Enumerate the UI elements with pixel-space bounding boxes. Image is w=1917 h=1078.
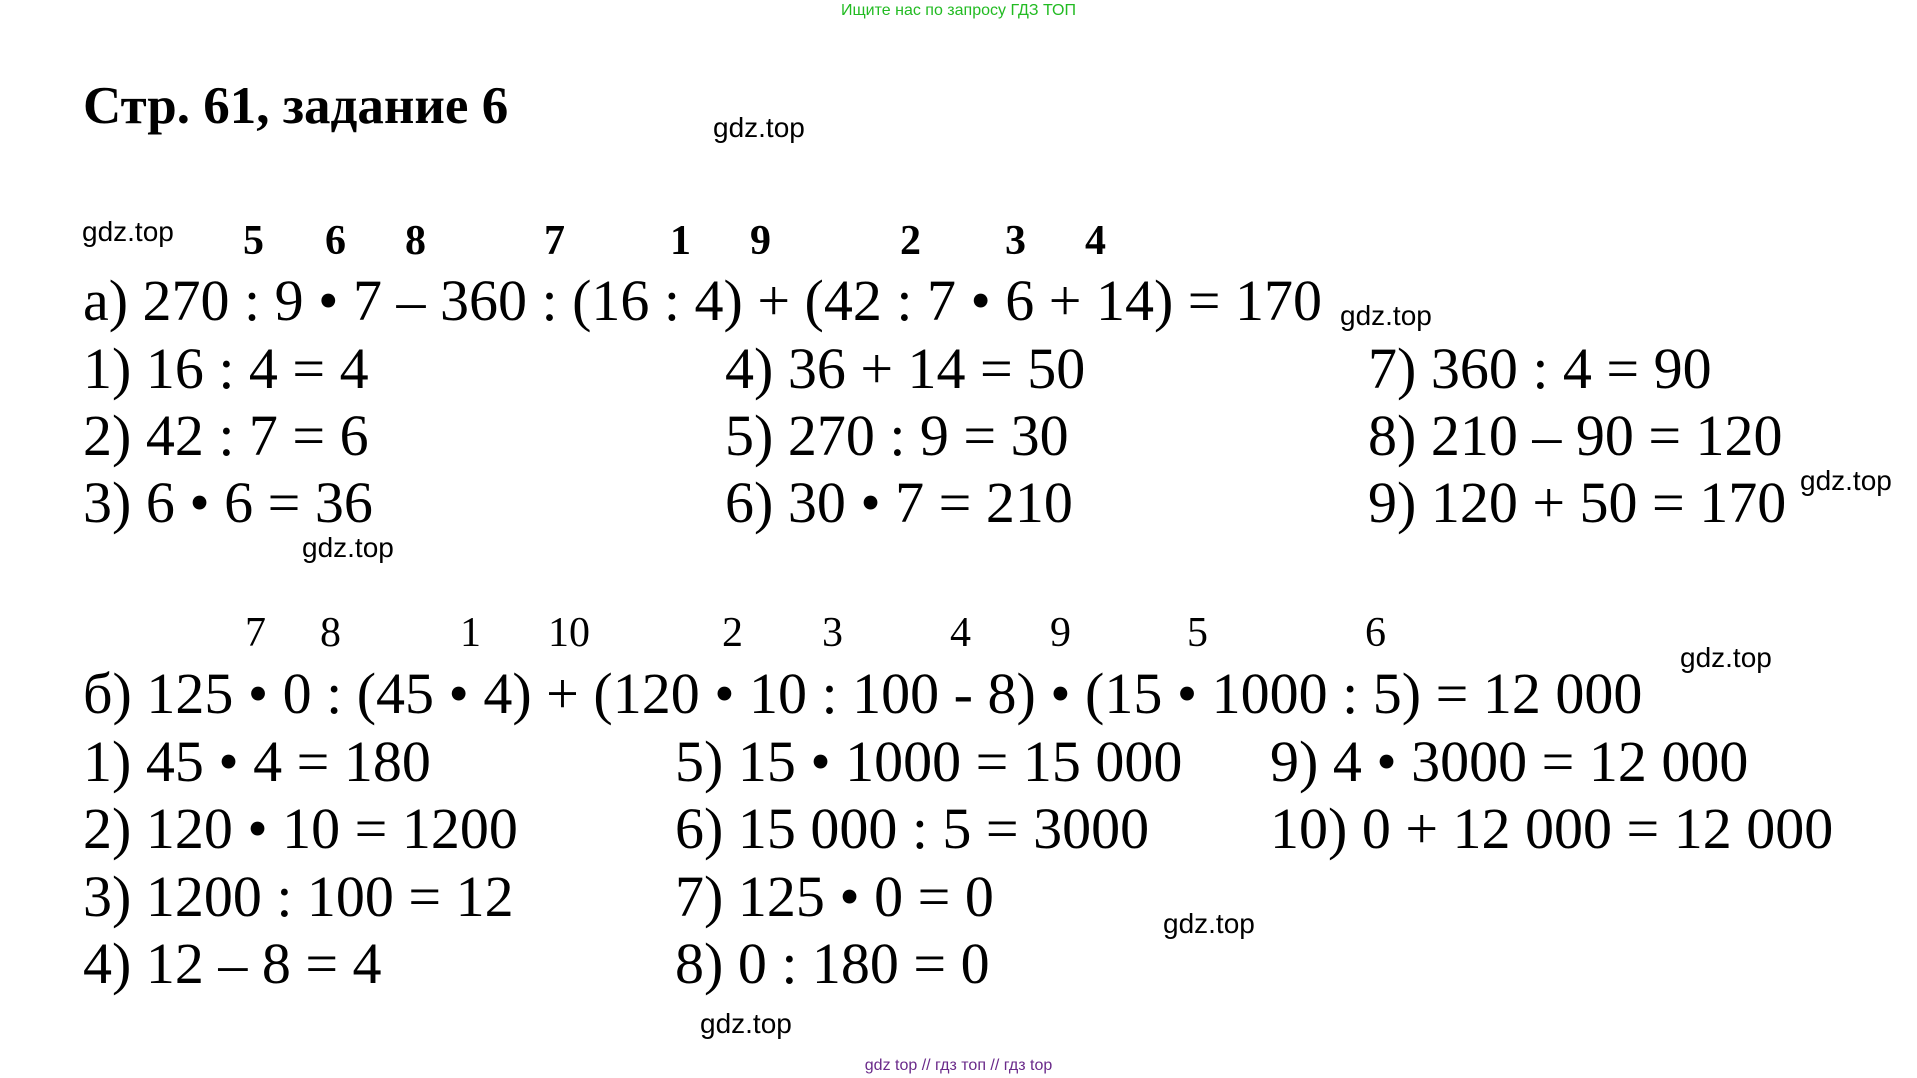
watermark: gdz.top (700, 1008, 792, 1039)
watermark: gdz.top (1800, 465, 1892, 496)
order-number: 8 (320, 610, 341, 656)
search-banner[interactable]: Ищите нас по запросу ГДЗ ТОП (841, 2, 1076, 19)
expression-a: а) 270 : 9 • 7 – 360 : (16 : 4) + (42 : 7 • 6 + 14) = 170 (83, 268, 1323, 333)
order-number: 7 (245, 610, 266, 656)
order-number: 9 (1050, 610, 1071, 656)
order-number: 10 (548, 610, 590, 656)
watermark: gdz.top (302, 532, 394, 563)
step-a-2: 2) 42 : 7 = 6 (83, 403, 369, 468)
order-number: 3 (822, 610, 843, 656)
order-number: 2 (900, 218, 921, 264)
order-number: 7 (544, 218, 565, 264)
page-title: Стр. 61, задание 6 (83, 77, 509, 135)
footer-links[interactable]: gdz top // гдз топ // гдз top (864, 1057, 1053, 1074)
step-b-2: 2) 120 • 10 = 1200 (83, 796, 518, 861)
step-a-6: 6) 30 • 7 = 210 (725, 470, 1073, 535)
step-a-3: 3) 6 • 6 = 36 (83, 470, 373, 535)
order-number: 4 (950, 610, 971, 656)
step-a-5: 5) 270 : 9 = 30 (725, 403, 1069, 468)
watermark: gdz.top (1340, 300, 1432, 331)
order-number: 1 (670, 218, 691, 264)
step-a-7: 7) 360 : 4 = 90 (1368, 336, 1712, 401)
order-number: 4 (1085, 218, 1106, 264)
watermark: gdz.top (1680, 642, 1772, 673)
step-b-8: 8) 0 : 180 = 0 (675, 931, 990, 996)
order-number: 9 (750, 218, 771, 264)
order-number: 5 (243, 218, 264, 264)
step-b-6: 6) 15 000 : 5 = 3000 (675, 796, 1150, 861)
step-b-1: 1) 45 • 4 = 180 (83, 729, 431, 794)
step-b-10: 10) 0 + 12 000 = 12 000 (1270, 796, 1834, 861)
step-a-8: 8) 210 – 90 = 120 (1368, 403, 1783, 468)
watermark: gdz.top (82, 216, 174, 247)
step-b-4: 4) 12 – 8 = 4 (83, 931, 382, 996)
step-a-1: 1) 16 : 4 = 4 (83, 336, 369, 401)
order-number: 2 (722, 610, 743, 656)
order-number: 6 (1365, 610, 1386, 656)
order-number: 5 (1187, 610, 1208, 656)
watermark: gdz.top (713, 112, 805, 143)
step-a-9: 9) 120 + 50 = 170 (1368, 470, 1787, 535)
step-b-3: 3) 1200 : 100 = 12 (83, 864, 514, 929)
expression-b: б) 125 • 0 : (45 • 4) + (120 • 10 : 100 - 8) • (15 • 1000 : 5) = 12 000 (83, 661, 1643, 726)
order-number: 3 (1005, 218, 1026, 264)
order-number: 6 (325, 218, 346, 264)
step-b-5: 5) 15 • 1000 = 15 000 (675, 729, 1183, 794)
order-number: 1 (460, 610, 481, 656)
watermark: gdz.top (1163, 908, 1255, 939)
step-b-9: 9) 4 • 3000 = 12 000 (1270, 729, 1749, 794)
step-a-4: 4) 36 + 14 = 50 (725, 336, 1086, 401)
order-number: 8 (405, 218, 426, 264)
step-b-7: 7) 125 • 0 = 0 (675, 864, 994, 929)
